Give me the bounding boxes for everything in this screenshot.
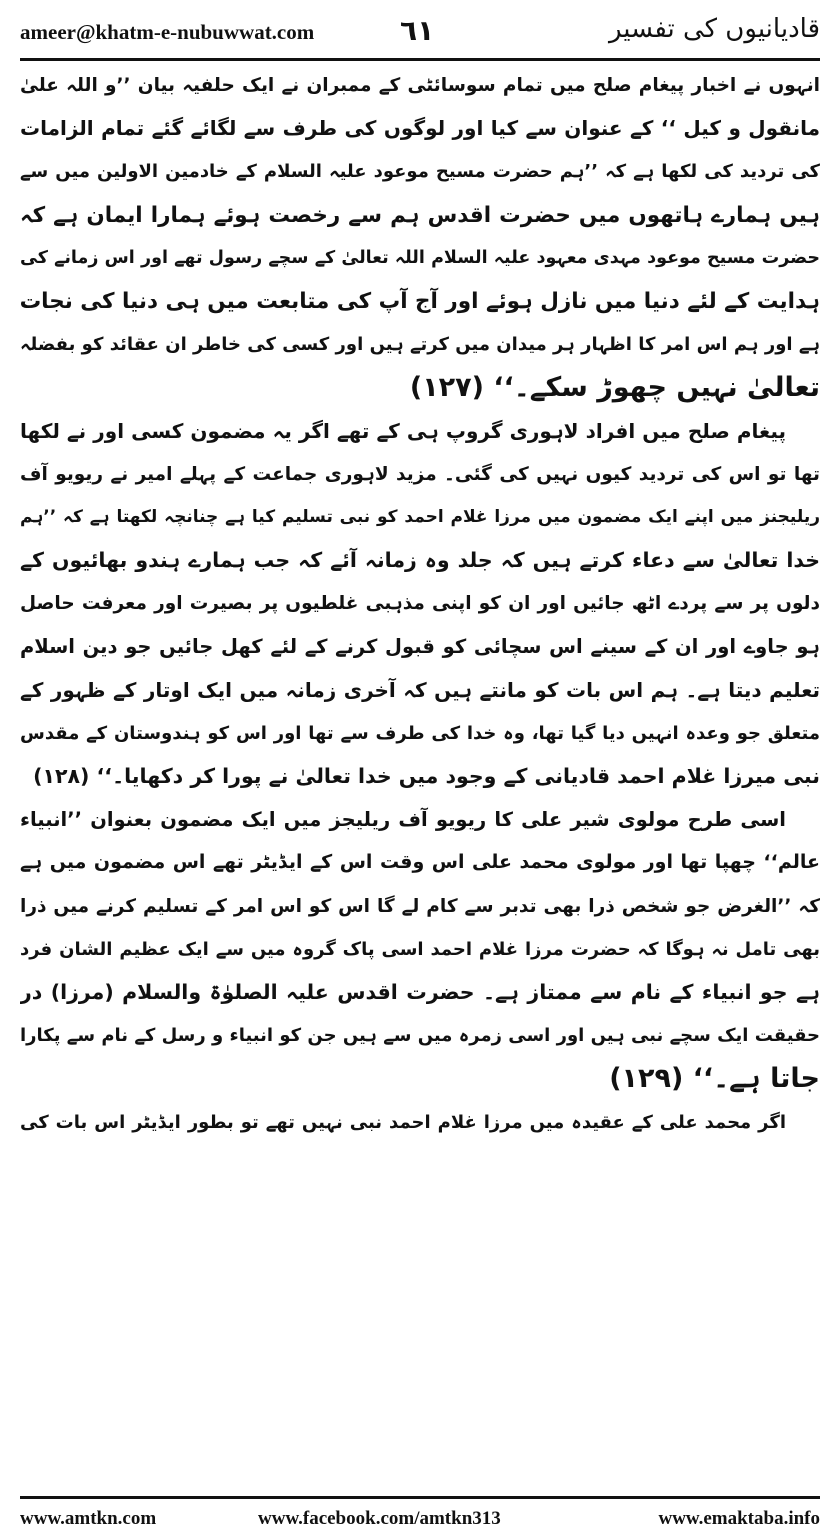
text-line: خدا تعالیٰ سے دعاء کرتے ہیں کہ جلد وہ زمانہ آئے کہ جب ہمارے ہندو بھائیوں کے (20, 548, 820, 573)
footer-facebook-link[interactable]: www.facebook.com/amtkn313 (258, 1508, 501, 1529)
text-line: کی تردید کی لکھا ہے کہ ’’ہم حضرت مسیح موعود علیہ السلام کے خادمین الاولین میں سے (20, 161, 820, 183)
text-line: جاتا ہے۔‘‘ (۱۲۹) (609, 1063, 820, 1095)
footer-website-link[interactable]: www.amtkn.com (20, 1508, 157, 1529)
header-email: ameer@khatm-e-nubuwwat.com (20, 20, 315, 44)
page-footer (20, 1504, 820, 1534)
text-line: ہو جاوے اور ان کے سینے اس سچائی کو قبول کرنے کے لئے کھل جائیں جو دین اسلام (20, 635, 820, 659)
text-line: ہدایت کے لئے دنیا میں نازل ہوئے اور آج آپ کی متابعت میں ہی دنیا کی نجات (20, 288, 820, 314)
text-line: نبی میرزا غلام احمد قادیانی کے وجود میں خدا تعالیٰ نے پورا کر دکھایا۔‘‘ (۱۲۸) (33, 764, 820, 788)
page-number: ٦١ (400, 14, 435, 47)
header-rule (20, 58, 820, 61)
text-line: کہ ’’الغرض جو شخص ذرا بھی تدبر سے کام لے گا اس کو اس امر کے تسلیم کرنے میں ذرا (20, 895, 820, 917)
text-line: بھی تامل نہ ہوگا کہ حضرت مرزا غلام احمد اسی پاک گروہ میں سے ایک عظیم الشان فرد (20, 938, 820, 960)
page-body (20, 64, 820, 1484)
text-line: متعلق جو وعدہ انہیں دیا گیا تھا، وہ خدا کی طرف سے تھا اور اس کو ہندوستان کے مقدس (20, 722, 820, 744)
text-line: ہے جو انبیاء کے نام سے ممتاز ہے۔ حضرت اقدس علیہ الصلوٰۃ والسلام (مرزا) در (20, 979, 820, 1004)
footer-emaktaba-link[interactable]: www.emaktaba.info (658, 1508, 820, 1529)
text-line: تعالیٰ نہیں چھوڑ سکے۔‘‘ (۱۲۷) (409, 372, 820, 404)
text-line: تھا تو اس کی تردید کیوں نہیں کی گئی۔ مزید لاہوری جماعت کے پہلے امیر نے ریویو آف (20, 463, 820, 485)
text-line: اسی طرح مولوی شیر علی کا ریویو آف ریلیجز میں ایک مضمون بعنوان ’’انبیاء (20, 808, 786, 832)
book-title: قادیانیوں کی تفسیر (608, 14, 820, 44)
text-line: حضرت مسیح موعود مہدی معہود علیہ السلام اللہ تعالیٰ کے سچے رسول تھے اور اس زمانے کی (20, 247, 820, 268)
text-line: ہے اور ہم اس امر کا اظہار ہر میدان میں کرتے ہیں اور کسی کی خاطر ان عقائد کو بفضلہ (20, 334, 820, 356)
text-line: ہیں ہمارے ہاتھوں میں حضرت اقدس ہم سے رخصت ہوئے ہمارا ایمان ہے کہ (20, 202, 820, 228)
text-line: اگر محمد علی کے عقیدہ میں مرزا غلام احمد نبی نہیں تھے تو بطور ایڈیٹر اس بات کی (20, 1111, 786, 1133)
page-header (20, 14, 820, 58)
text-line: حقیقت ایک سچے نبی ہیں اور اسی زمرہ میں سے ہیں جن کو انبیاء و رسل کے نام سے پکارا (20, 1025, 820, 1047)
text-line: عالم‘‘ چھپا تھا اور مولوی محمد علی اس وقت اس کے ایڈیٹر تھے اس مضمون میں ہے (20, 851, 820, 874)
text-line: ریلیجنز میں اپنے ایک مضمون میں مرزا غلام احمد کو نبی تسلیم کیا ہے چنانچہ لکھتا ہے کہ ’’ہم (20, 506, 820, 527)
text-line: انہوں نے اخبار پیغام صلح میں تمام سوسائٹی کے ممبران نے ایک حلفیہ بیان ’’و اللہ علیٰ (20, 75, 820, 96)
text-line: پیغام صلح میں افراد لاہوری گروپ ہی کے تھے اگر یہ مضمون کسی اور نے لکھا (20, 418, 786, 443)
text-line: تعلیم دیتا ہے۔ ہم اس بات کو مانتے ہیں کہ آخری زمانہ میں ایک اوتار کے ظہور کے (20, 677, 820, 702)
text-line: دلوں پر سے پردے اٹھ جائیں اور ان کو اپنی مذہبی غلطیوں پر بصیرت اور معرفت حاصل (20, 593, 820, 615)
footer-rule (20, 1496, 820, 1499)
text-line: مانقول و کیل ‘‘ کے عنوان سے کیا اور لوگوں کی طرف سے لگائے گئے تمام الزامات (20, 116, 820, 141)
